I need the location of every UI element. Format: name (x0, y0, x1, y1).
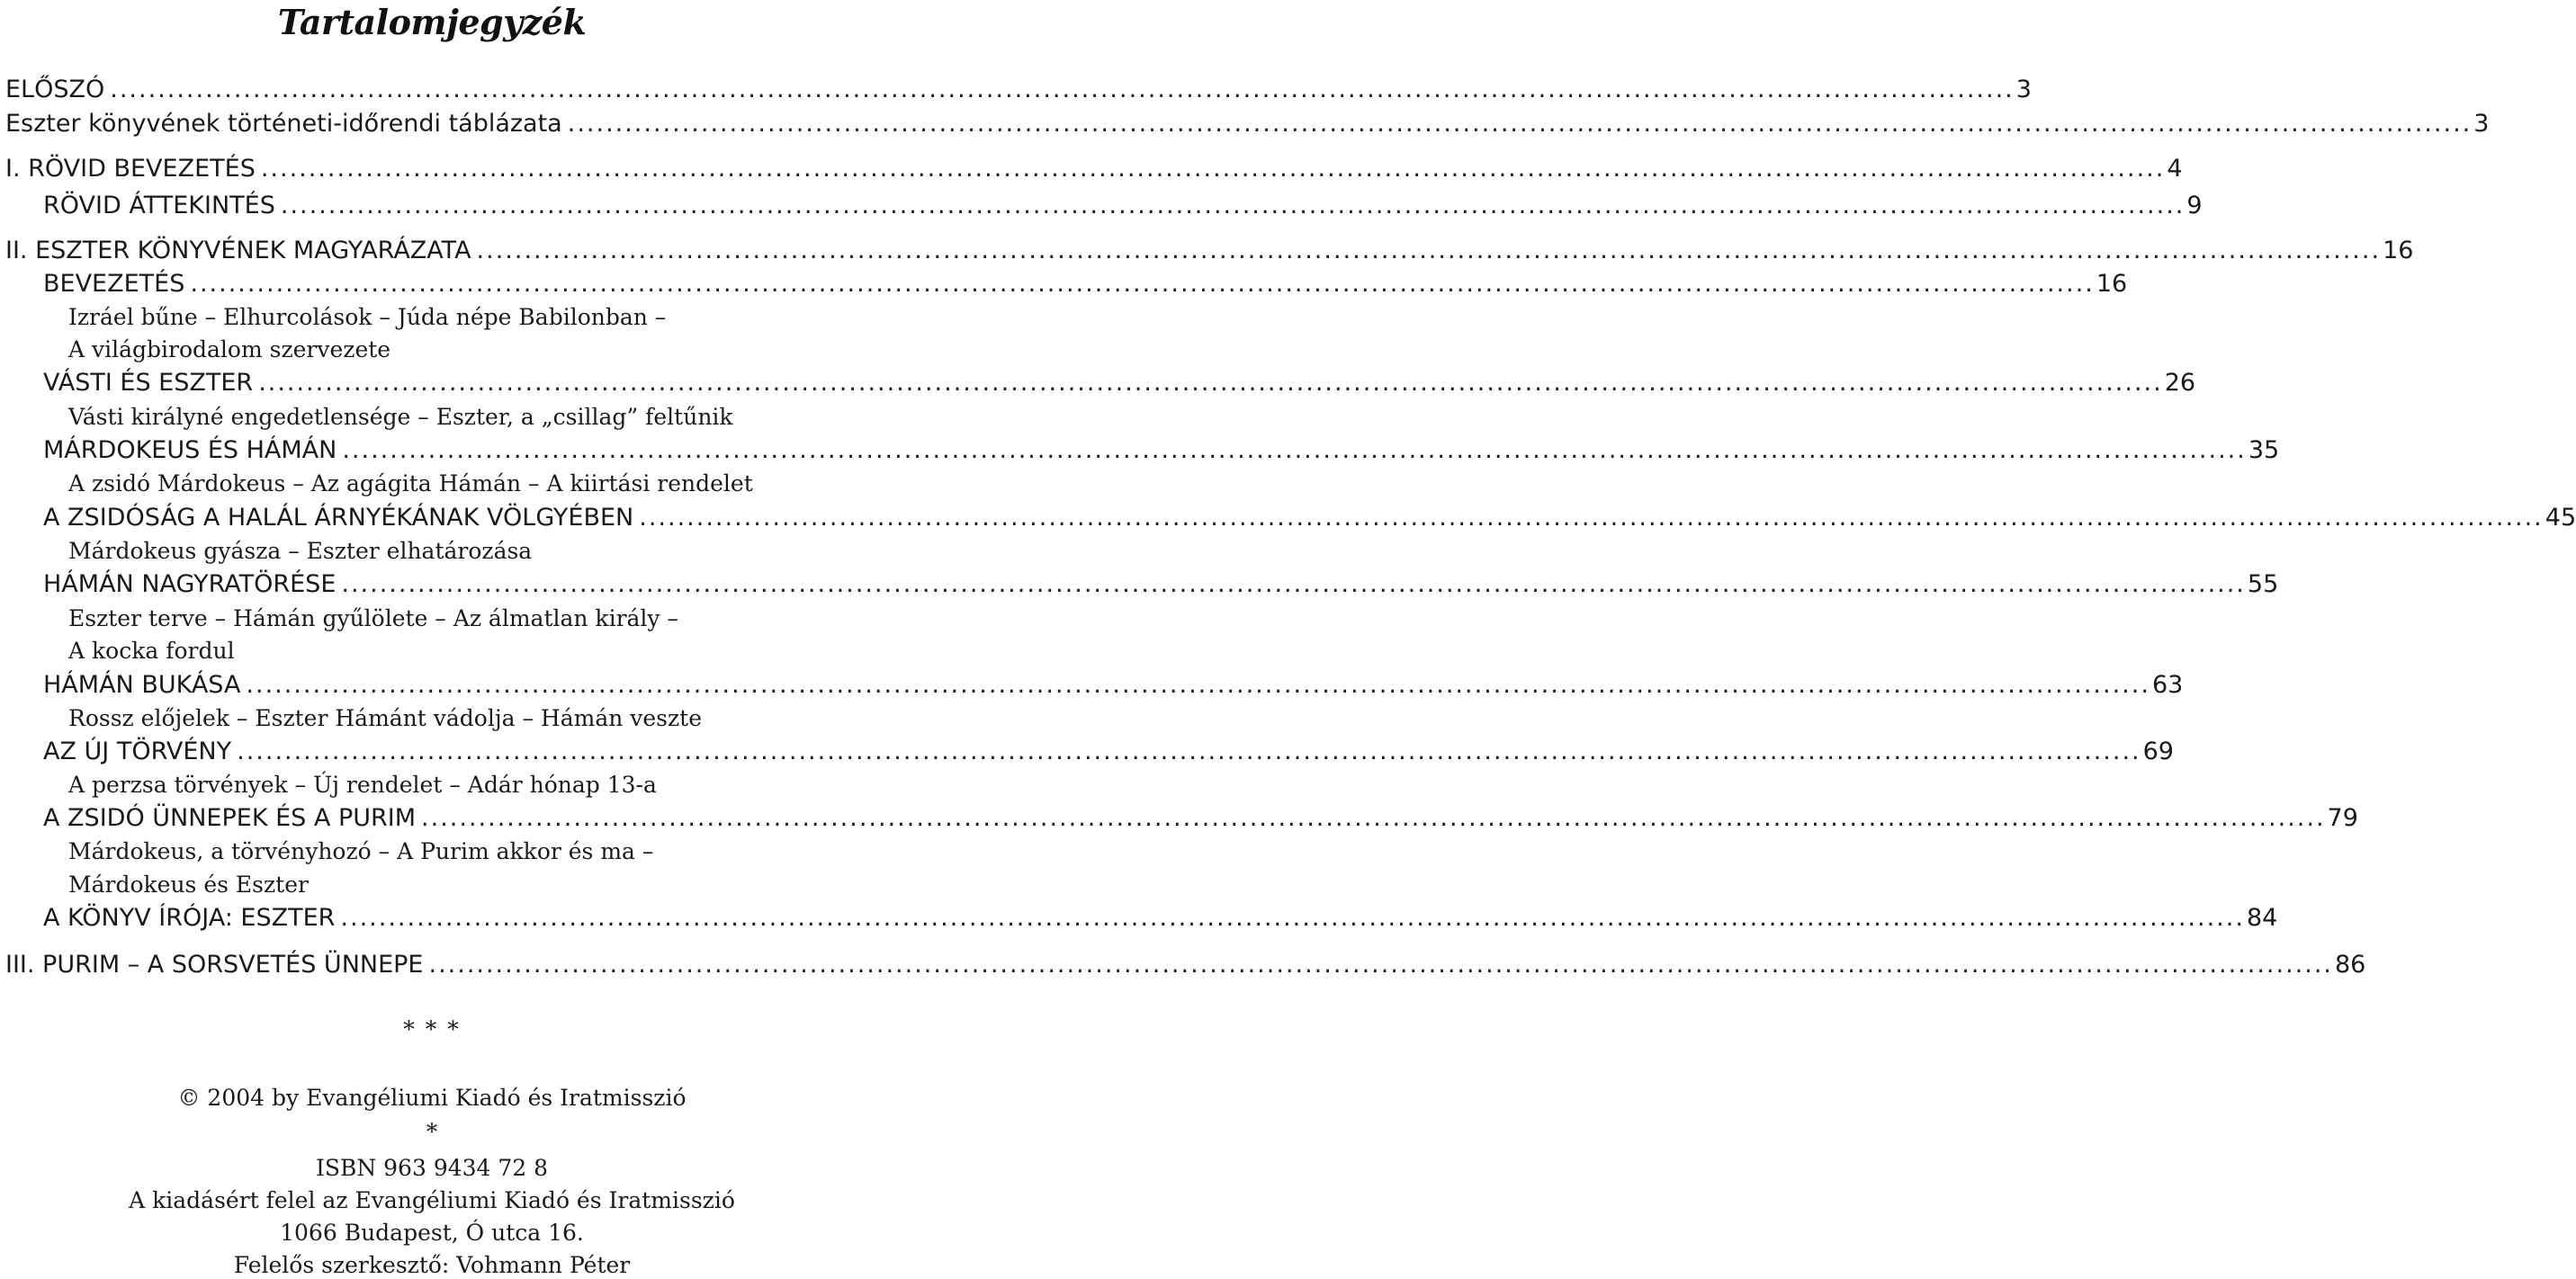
toc-entry-label: AZ ÚJ TÖRVÉNY (43, 738, 232, 765)
toc-leader-dots: ........................................................................................................................................................................................................ (421, 804, 2326, 832)
toc-entry-page: 4 (2167, 155, 2183, 183)
toc-entry[interactable] (43, 904, 2278, 940)
toc-entry-label: HÁMÁN BUKÁSA (43, 671, 241, 699)
toc-leader-dots: ........................................................................................................................................................................................................ (340, 904, 2245, 932)
toc-entry-page: 9 (2186, 192, 2203, 219)
toc-leader-dots: ........................................................................................................................................................................................................ (258, 369, 2163, 397)
toc-entry-page: 55 (2247, 570, 2279, 598)
toc-leader-dots: ........................................................................................................................................................................................................ (246, 671, 2150, 699)
toc-entry[interactable] (43, 570, 2279, 606)
toc-entry[interactable] (43, 369, 2196, 405)
address-line: 1066 Budapest, Ó utca 16. (280, 1220, 584, 1246)
toc-entry-page: 3 (2473, 110, 2490, 138)
toc-entry[interactable] (5, 110, 2490, 146)
toc-subtopics: Márdokeus, a törvényhozó – A Purim akkor és ma – (68, 838, 654, 864)
toc-entry-page: 16 (2383, 237, 2414, 264)
toc-entry[interactable] (5, 237, 2414, 273)
toc-entry-label: I. RÖVID BEVEZETÉS (5, 155, 256, 183)
toc-leader-dots: ........................................................................................................................................................................................................ (476, 237, 2382, 264)
toc-entry[interactable] (43, 436, 2280, 472)
toc-leader-dots: ........................................................................................................................................................................................................ (190, 270, 2095, 298)
toc-entry[interactable] (43, 738, 2174, 774)
toc-entry-label: VÁSTI ÉS ESZTER (43, 369, 254, 397)
toc-entry-label: RÖVID ÁTTEKINTÉS (43, 192, 275, 219)
toc-subtopics: A világbirodalom szervezete (68, 336, 391, 362)
toc-entry-page: 16 (2096, 270, 2128, 298)
toc-subtopics: Izráel bűne – Elhurcolások – Júda népe Babilonban – (68, 304, 667, 330)
toc-entry-page: 3 (2015, 76, 2032, 103)
isbn-line: ISBN 963 9434 72 8 (315, 1155, 549, 1181)
toc-leader-dots: ........................................................................................................................................................................................................ (639, 504, 2544, 532)
copyright-line: © 2004 by Evangéliumi Kiadó és Iratmisszió (177, 1085, 687, 1111)
toc-subtopics: A perzsa törvények – Új rendelet – Adár hónap 13-a (68, 772, 657, 798)
toc-entry-label: Eszter könyvének történeti-időrendi táblázata (5, 110, 562, 138)
toc-leader-dots: ........................................................................................................................................................................................................ (110, 76, 2015, 103)
toc-subtopics: Rossz előjelek – Eszter Hámánt vádolja – Hámán veszte (68, 705, 703, 731)
page-title: Tartalomjegyzék (277, 2, 587, 42)
toc-entry[interactable] (5, 155, 2183, 191)
toc-entry-label: HÁMÁN NAGYRATÖRÉSE (43, 570, 337, 598)
toc-entry-page: 86 (2335, 951, 2366, 979)
publisher-line: A kiadásért felel az Evangéliumi Kiadó és Iratmisszió (129, 1187, 735, 1213)
toc-leader-dots: ........................................................................................................................................................................................................ (567, 110, 2473, 138)
editor-line: Felelős szerkesztő: Vohmann Péter (233, 1252, 631, 1278)
toc-subtopics: Márdokeus és Eszter (68, 872, 309, 898)
toc-entry[interactable] (43, 671, 2184, 707)
toc-entry-page: 69 (2142, 738, 2174, 765)
toc-entry-label: III. PURIM – A SORSVETÉS ÜNNEPE (5, 951, 424, 979)
toc-leader-dots: ........................................................................................................................................................................................................ (260, 155, 2166, 183)
toc-leader-dots: ........................................................................................................................................................................................................ (342, 436, 2247, 464)
toc-entry[interactable] (5, 76, 2032, 112)
toc-subtopics: Vásti királyné engedetlensége – Eszter, a „csillag” feltűnik (68, 404, 733, 430)
toc-entry-label: A KÖNYV ÍRÓJA: ESZTER (43, 904, 336, 932)
toc-entry[interactable] (43, 270, 2128, 306)
toc-leader-dots: ........................................................................................................................................................................................................ (280, 192, 2186, 219)
toc-entry-label: BEVEZETÉS (43, 270, 185, 298)
toc-leader-dots: ........................................................................................................................................................................................................ (341, 570, 2246, 598)
toc-subtopics: A kocka fordul (68, 638, 235, 664)
toc-entry-page: 35 (2248, 436, 2280, 464)
toc-entry-label: A ZSIDÓSÁG A HALÁL ÁRNYÉKÁNAK VÖLGYÉBEN (43, 504, 634, 532)
toc-entry[interactable] (5, 951, 2366, 987)
toc-leader-dots: ........................................................................................................................................................................................................ (237, 738, 2141, 765)
toc-leader-dots: ........................................................................................................................................................................................................ (428, 951, 2333, 979)
toc-entry[interactable] (43, 192, 2203, 228)
toc-entry-label: II. ESZTER KÖNYVÉNEK MAGYARÁZATA (5, 237, 471, 264)
section-separator: * * * (403, 1016, 461, 1042)
toc-entry-page: 26 (2164, 369, 2196, 397)
toc-entry[interactable] (43, 804, 2358, 840)
toc-entry[interactable] (43, 504, 2576, 540)
separator-star: * (426, 1119, 438, 1145)
toc-subtopics: Márdokeus gyásza – Eszter elhatározása (68, 538, 533, 564)
toc-entry-label: ELŐSZÓ (5, 76, 105, 103)
toc-subtopics: Eszter terve – Hámán gyűlölete – Az álmatlan király – (68, 605, 679, 631)
toc-subtopics: A zsidó Márdokeus – Az agágita Hámán – A kiirtási rendelet (68, 470, 753, 496)
toc-entry-label: A ZSIDÓ ÜNNEPEK ÉS A PURIM (43, 804, 417, 832)
toc-entry-page: 79 (2327, 804, 2358, 832)
toc-entry-label: MÁRDOKEUS ÉS HÁMÁN (43, 436, 337, 464)
toc-entry-page: 84 (2246, 904, 2278, 932)
toc-entry-page: 63 (2151, 671, 2184, 699)
toc-entry-page: 45 (2545, 504, 2576, 532)
